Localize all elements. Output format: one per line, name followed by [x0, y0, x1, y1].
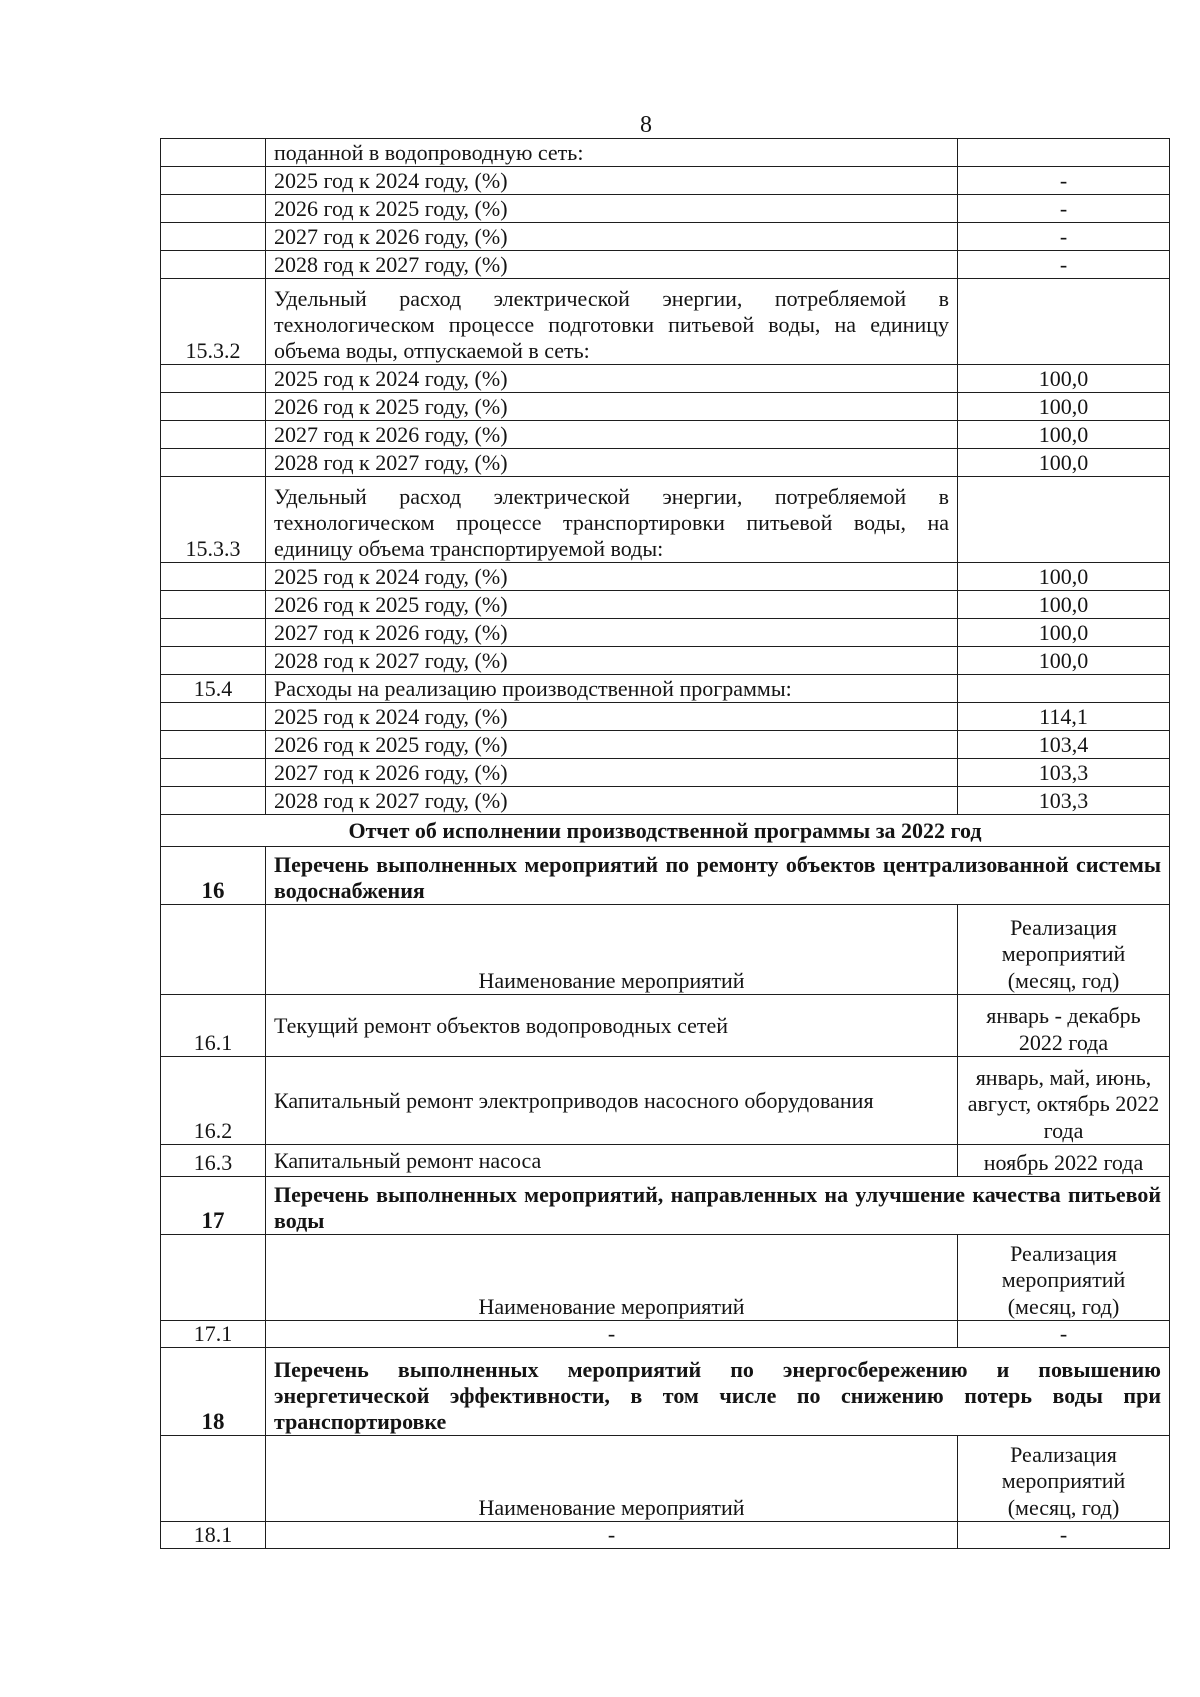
year-label: 2027 год к 2026 году, (%): [266, 421, 958, 449]
page-number: 8: [640, 112, 652, 138]
year-value: 103,3: [958, 759, 1170, 787]
section-title: Перечень выполненных мероприятий, направленных на улучшение качества питьевой воды: [266, 1177, 1170, 1235]
table-row: [161, 1235, 1170, 1321]
activity-period: -: [958, 1321, 1170, 1348]
activity-period: ноябрь 2022 года: [958, 1145, 1170, 1177]
table-row: [161, 787, 1170, 815]
activity-name: -: [266, 1321, 958, 1348]
year-value: 103,4: [958, 731, 1170, 759]
year-label: 2028 год к 2027 году, (%): [266, 449, 958, 477]
activity-period: -: [958, 1521, 1170, 1548]
column-header-implementation: Реализация мероприятий (месяц, год): [958, 1435, 1170, 1521]
year-value: 100,0: [958, 647, 1170, 675]
report-title: Отчет об исполнении производственной программы за 2022 год: [161, 815, 1170, 847]
row-number: 16.1: [161, 995, 266, 1057]
year-value: 100,0: [958, 563, 1170, 591]
year-label: 2025 год к 2024 году, (%): [266, 563, 958, 591]
value-cell: [958, 675, 1170, 703]
indicator-text: поданной в водопроводную сеть:: [266, 139, 958, 167]
year-value: 100,0: [958, 421, 1170, 449]
program-table: [160, 138, 1170, 1549]
year-label: 2025 год к 2024 году, (%): [266, 365, 958, 393]
table-row: [161, 759, 1170, 787]
table-row: [161, 731, 1170, 759]
value-cell: [958, 279, 1170, 365]
table-row: [161, 619, 1170, 647]
year-label: 2028 год к 2027 году, (%): [266, 647, 958, 675]
year-value: 100,0: [958, 365, 1170, 393]
year-label: 2025 год к 2024 году, (%): [266, 167, 958, 195]
column-header-name: Наименование мероприятий: [266, 1235, 958, 1321]
year-label: 2028 год к 2027 году, (%): [266, 251, 958, 279]
year-value: -: [958, 195, 1170, 223]
table-row: [161, 1435, 1170, 1521]
section-number: 16: [161, 847, 266, 905]
table-row: [161, 847, 1170, 905]
year-value: 103,3: [958, 787, 1170, 815]
row-number: 16.2: [161, 1057, 266, 1145]
table-row: [161, 591, 1170, 619]
year-label: 2027 год к 2026 году, (%): [266, 759, 958, 787]
year-label: 2026 год к 2025 году, (%): [266, 195, 958, 223]
table-row: [161, 815, 1170, 847]
section-title: Перечень выполненных мероприятий по энергосбережению и повышению энергетической эффективности, в том числе по снижению потерь воды при транспортировке: [266, 1347, 1170, 1435]
year-value: 100,0: [958, 591, 1170, 619]
row-number: 15.3.2: [161, 279, 266, 365]
table-row: [161, 1177, 1170, 1235]
column-header-name: Наименование мероприятий: [266, 905, 958, 995]
activity-name: Текущий ремонт объектов водопроводных сетей: [266, 995, 958, 1057]
row-number: 16.3: [161, 1145, 266, 1177]
section-number: 18: [161, 1347, 266, 1435]
table-row: [161, 251, 1170, 279]
row-number: 15.4: [161, 675, 266, 703]
activity-name: Капитальный ремонт электроприводов насосного оборудования: [266, 1057, 958, 1145]
activity-name: Капитальный ремонт насоса: [266, 1145, 958, 1177]
table-row: [161, 365, 1170, 393]
row-number-cell: [161, 139, 266, 167]
table-row: [161, 1057, 1170, 1145]
year-value: -: [958, 251, 1170, 279]
indicator-text: Расходы на реализацию производственной программы:: [266, 675, 958, 703]
year-value: 100,0: [958, 393, 1170, 421]
year-value: 100,0: [958, 449, 1170, 477]
table-row: [161, 703, 1170, 731]
table-row: [161, 139, 1170, 167]
activity-period: январь, май, июнь, август, октябрь 2022 года: [958, 1057, 1170, 1145]
value-cell: [958, 477, 1170, 563]
table-row: [161, 1521, 1170, 1548]
table-row: [161, 1145, 1170, 1177]
table-row: [161, 393, 1170, 421]
year-label: 2026 год к 2025 году, (%): [266, 731, 958, 759]
column-header-implementation: Реализация мероприятий (месяц, год): [958, 905, 1170, 995]
table-row: [161, 995, 1170, 1057]
row-number: 18.1: [161, 1521, 266, 1548]
table-row: [161, 195, 1170, 223]
table-row: [161, 675, 1170, 703]
table-row: [161, 279, 1170, 365]
table-row: [161, 167, 1170, 195]
column-header-name: Наименование мероприятий: [266, 1435, 958, 1521]
indicator-text: Удельный расход электрической энергии, потребляемой в технологическом процессе подготовки питьевой воды, на единицу объема воды, отпускаемой в сеть:: [266, 279, 958, 365]
year-label: 2026 год к 2025 году, (%): [266, 393, 958, 421]
table-row: [161, 647, 1170, 675]
indicator-text: Удельный расход электрической энергии, потребляемой в технологическом процессе транспортировки питьевой воды, на единицу объема транспортируемой воды:: [266, 477, 958, 563]
year-value: -: [958, 223, 1170, 251]
year-value: 114,1: [958, 703, 1170, 731]
year-label: 2025 год к 2024 году, (%): [266, 703, 958, 731]
table-row: [161, 1347, 1170, 1435]
year-value: 100,0: [958, 619, 1170, 647]
table-row: [161, 563, 1170, 591]
value-cell: [958, 139, 1170, 167]
row-number: 17.1: [161, 1321, 266, 1348]
year-label: 2027 год к 2026 году, (%): [266, 619, 958, 647]
section-title: Перечень выполненных мероприятий по ремонту объектов централизованной системы водоснабжения: [266, 847, 1170, 905]
table-row: [161, 223, 1170, 251]
table-row: [161, 905, 1170, 995]
row-number: 15.3.3: [161, 477, 266, 563]
section-number: 17: [161, 1177, 266, 1235]
year-label: 2027 год к 2026 году, (%): [266, 223, 958, 251]
table-row: [161, 1321, 1170, 1348]
year-label: 2026 год к 2025 году, (%): [266, 591, 958, 619]
column-header-implementation: Реализация мероприятий (месяц, год): [958, 1235, 1170, 1321]
year-label: 2028 год к 2027 году, (%): [266, 787, 958, 815]
activity-name: -: [266, 1521, 958, 1548]
table-row: [161, 421, 1170, 449]
table-row: [161, 449, 1170, 477]
year-value: -: [958, 167, 1170, 195]
table-row: [161, 477, 1170, 563]
activity-period: январь - декабрь 2022 года: [958, 995, 1170, 1057]
